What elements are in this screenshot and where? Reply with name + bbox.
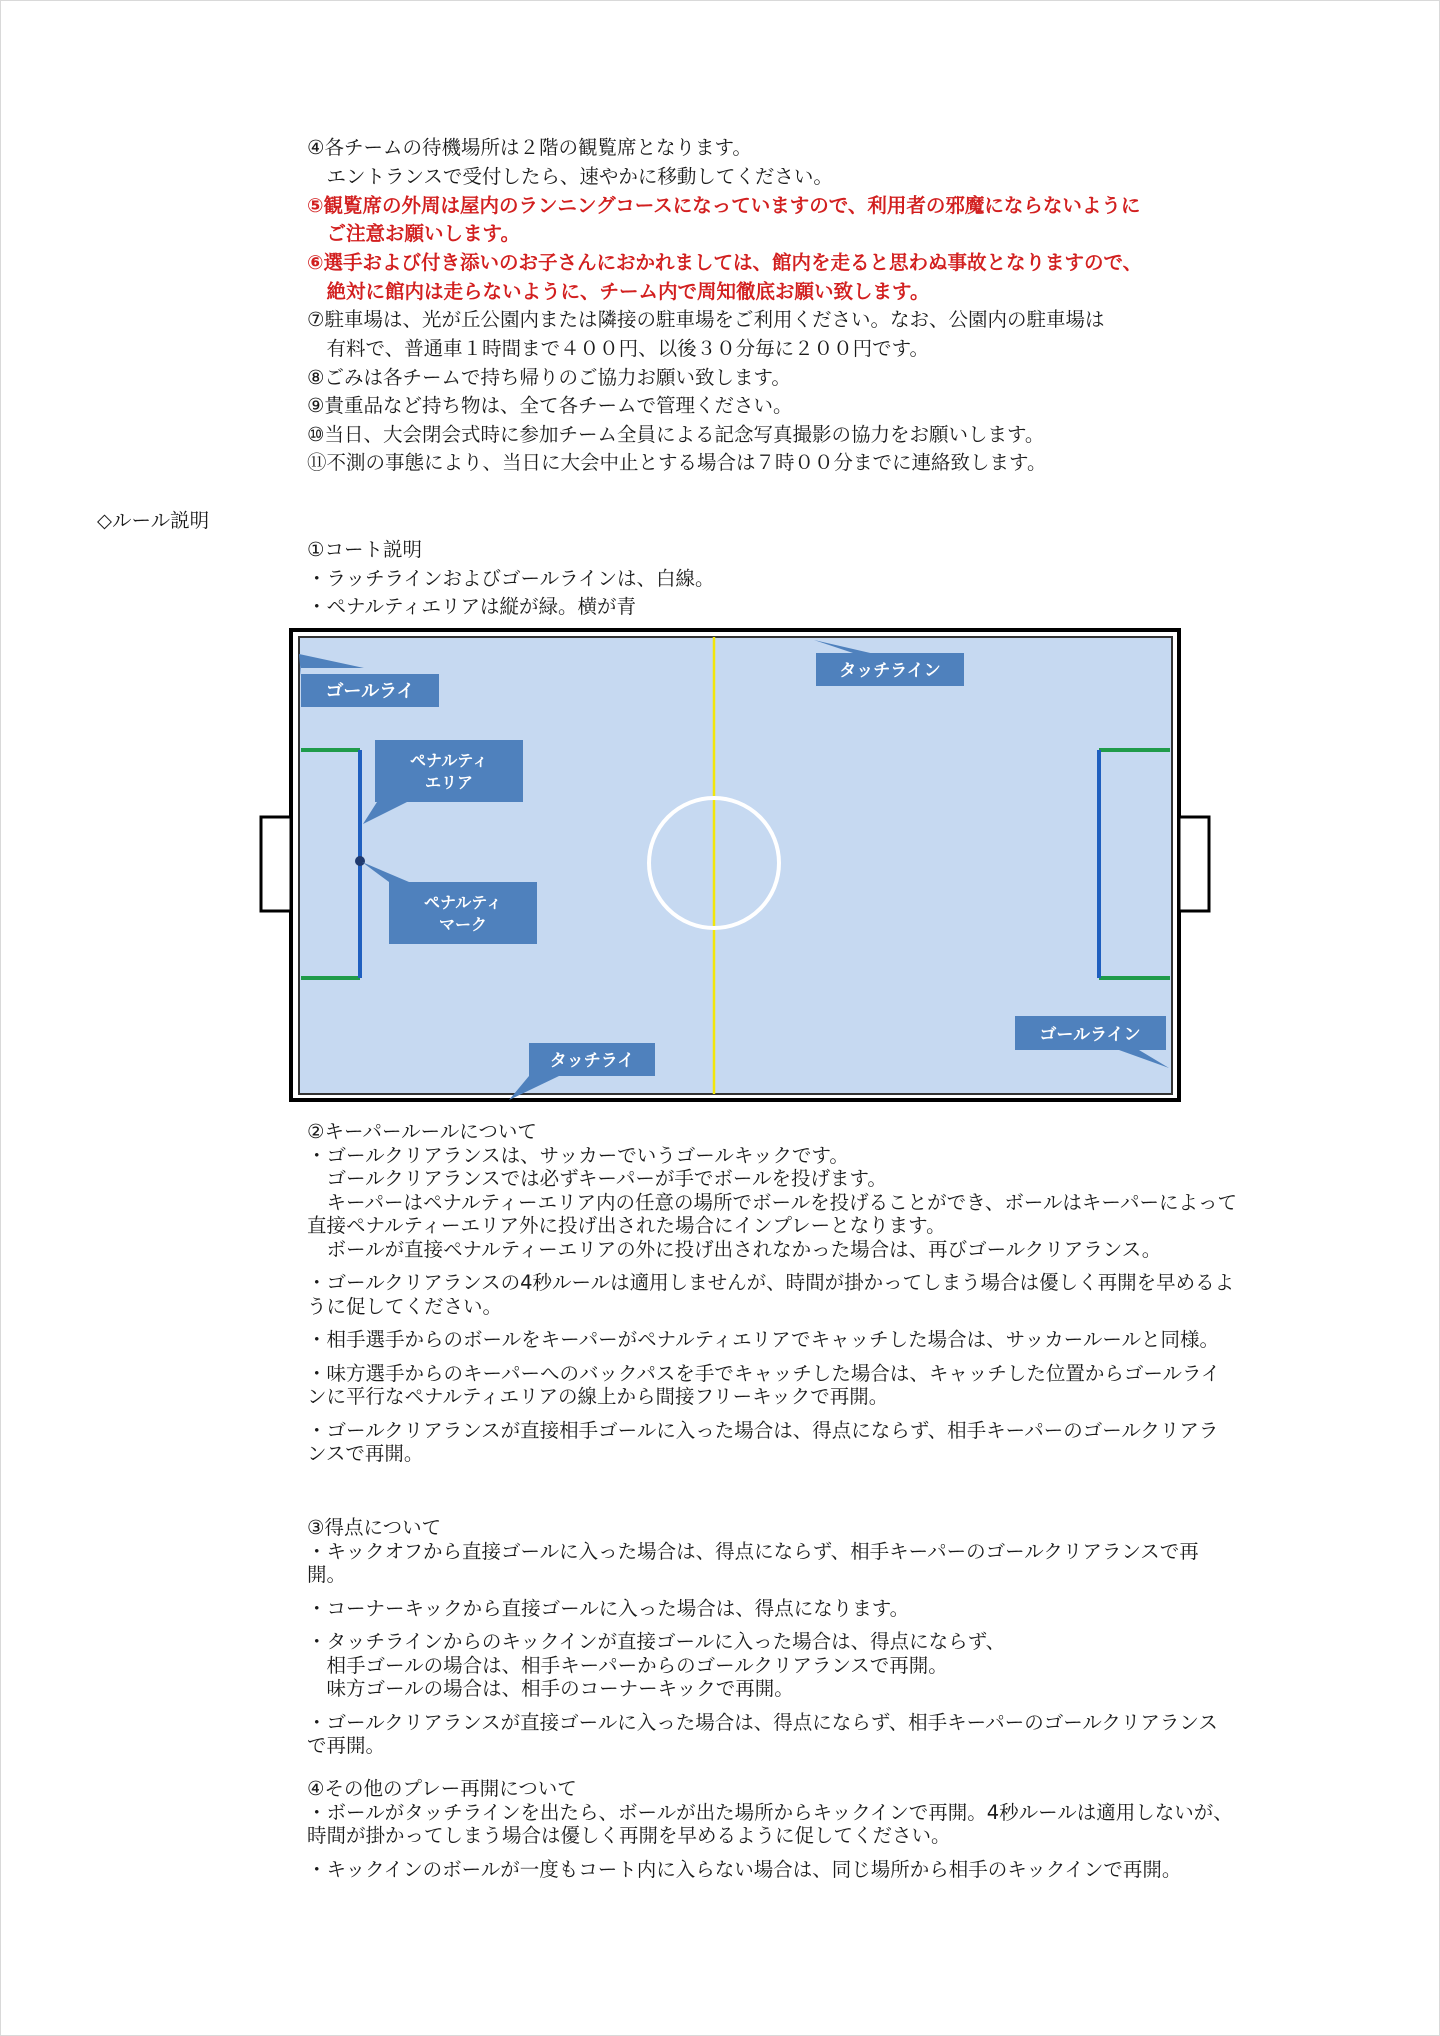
scoring-bullet-3-sub-2: 味方ゴールの場合は、相手のコーナーキックで再開。: [307, 1677, 794, 1700]
notice-7: ⑦駐車場は、光が丘公園内または隣接の駐車場をご利用ください。なお、公園内の駐車場は: [307, 308, 1105, 331]
scoring-section: [307, 1516, 1237, 1758]
notice-9: ⑨貴重品など持ち物は、全て各チームで管理ください。: [307, 394, 793, 417]
notice-6: ⑥選手および付き添いのお子さんにおかれましては、館内を走ると思わぬ事故となりますので、: [307, 251, 1143, 274]
restart-bullet-2: ・キックインのボールが一度もコート内に入らない場合は、同じ場所から相手のキックインで再開。: [307, 1857, 1182, 1881]
restart-title: ④その他のプレー再開について: [307, 1777, 577, 1800]
touch-line-top-label: タッチライン: [839, 661, 941, 681]
keeper-bullet-1: ・ゴールクリアランスは、サッカーでいうゴールキックです。: [307, 1143, 849, 1167]
penalty-area-label-1: ペナルティ: [410, 751, 488, 770]
keeper-bullet-1-sub-3: ボールが直接ペナルティーエリアの外に投げ出されなかった場合は、再びゴールクリアランス。: [307, 1237, 1162, 1261]
notice-6-cont: 絶対に館内は走らないように、チーム内で周知徹底お願い致します。: [307, 280, 930, 303]
notice-4: ④各チームの待機場所は２階の観覧席となります。: [307, 136, 752, 159]
penalty-mark-label-2: マーク: [438, 915, 488, 934]
goal-line-bottom-label: ゴールライン: [1039, 1025, 1141, 1045]
court-line-1: ・ラッチラインおよびゴールラインは、白線。: [307, 567, 715, 590]
notice-5-cont: ご注意お願いします。: [307, 222, 520, 245]
court-section-title: ①コート説明: [307, 538, 422, 561]
scoring-bullet-1: ・キックオフから直接ゴールに入った場合は、得点にならず、相手キーパーのゴールクリアランスで再開。: [307, 1539, 1199, 1586]
keeper-bullet-4: ・味方選手からのキーパーへのバックパスを手でキャッチした場合は、キャッチした位置からゴールラインに平行なペナルティエリアの線上から間接フリーキックで再開。: [307, 1361, 1221, 1408]
keeper-title: ②キーパールールについて: [307, 1120, 537, 1143]
goal-line-top-label: ゴールライ: [325, 681, 415, 702]
rules-heading: ◇ルール説明: [97, 509, 210, 532]
court-line-2: ・ペナルティエリアは縦が緑。横が青: [307, 595, 636, 618]
callout-penalty-mark-box: [389, 882, 537, 944]
scoring-title: ③得点について: [307, 1516, 442, 1539]
restart-bullet-1: ・ボールがタッチラインを出たら、ボールが出た場所からキックインで再開。4秒ルールは適用しないが、時間が掛かってしまう場合は優しく再開を早めるように促してください。: [307, 1800, 1233, 1847]
keeper-bullet-1-sub-1: ゴールクリアランスでは必ずキーパーが手でボールを投げます。: [307, 1167, 887, 1190]
notice-11: ⑪不測の事態により、当日に大会中止とする場合は７時００分までに連絡致します。: [307, 451, 1047, 474]
scoring-bullet-3: ・タッチラインからのキックインが直接ゴールに入った場合は、得点にならず、: [307, 1630, 1006, 1653]
touch-line-bottom-label: タッチライ: [549, 1051, 635, 1071]
callout-penalty-area-box: [375, 740, 523, 802]
goal-left: [261, 817, 291, 911]
notice-5: ⑤観覧席の外周は屋内のランニングコースになっていますので、利用者の邪魔にならないように: [307, 194, 1141, 217]
keeper-bullet-3: ・相手選手からのボールをキーパーがペナルティエリアでキャッチした場合は、サッカールールと同様。: [307, 1328, 1220, 1351]
notice-7-cont: 有料で、普通車１時間まで４００円、以後３０分毎に２００円です。: [307, 337, 930, 360]
penalty-mark-label-1: ペナルティ: [424, 893, 502, 912]
scoring-bullet-3-sub-1: 相手ゴールの場合は、相手キーパーからのゴールクリアランスで再開。: [307, 1653, 948, 1677]
keeper-bullet-2: ・ゴールクリアランスの4秒ルールは適用しませんが、時間が掛かってしまう場合は優しく再開を早めるように促してください。: [307, 1271, 1235, 1318]
keeper-bullet-1-sub-2: キーパーはペナルティーエリア内の任意の場所でボールを投げることができ、ボールはキーパーによって直接ペナルティーエリア外に投げ出された場合にインプレーとなります。: [307, 1190, 1237, 1237]
notice-8: ⑧ごみは各チームで持ち帰りのご協力お願い致します。: [307, 366, 791, 389]
goal-right: [1179, 817, 1209, 911]
scoring-bullet-2: ・コーナーキックから直接ゴールに入った場合は、得点になります。: [307, 1596, 910, 1620]
restart-section: [307, 1777, 1237, 1881]
court-diagram: [259, 626, 1219, 1106]
keeper-rules-section: [307, 1120, 1237, 1466]
scoring-bullet-4: ・ゴールクリアランスが直接ゴールに入った場合は、得点にならず、相手キーパーのゴールクリアランスで再開。: [307, 1710, 1218, 1757]
penalty-area-label-2: エリア: [424, 773, 474, 792]
penalty-mark-dot: [355, 856, 365, 866]
notice-4-cont: エントランスで受付したら、速やかに移動してください。: [307, 165, 833, 188]
notice-10: ⑩当日、大会閉会式時に参加チーム全員による記念写真撮影の協力をお願いします。: [307, 423, 1045, 446]
keeper-bullet-5: ・ゴールクリアランスが直接相手ゴールに入った場合は、得点にならず、相手キーパーのゴールクリアランスで再開。: [307, 1418, 1219, 1465]
